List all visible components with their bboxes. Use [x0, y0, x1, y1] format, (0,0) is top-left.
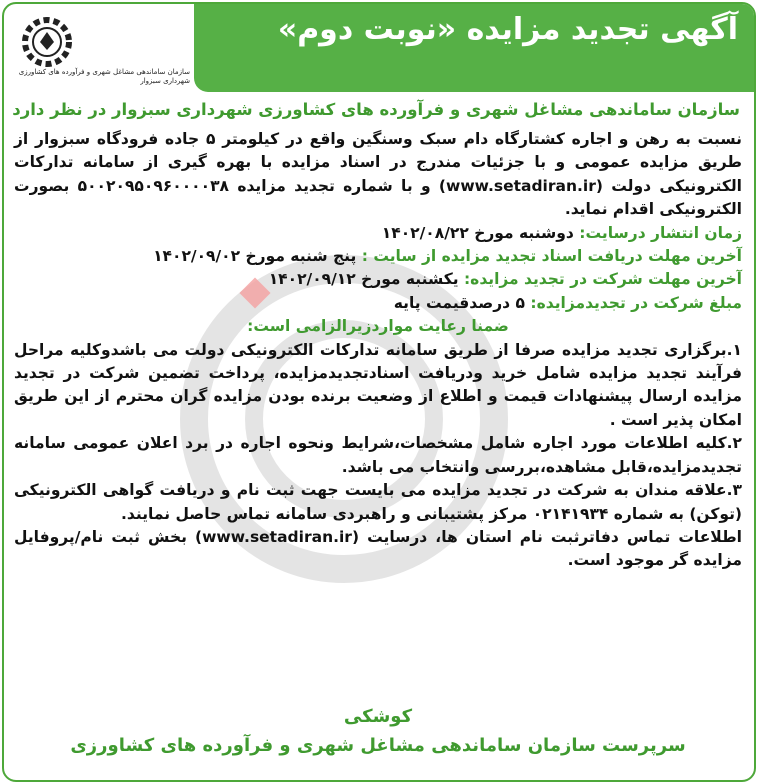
detail-label: مبلغ شرکت در تجدیدمزایده: — [530, 293, 742, 312]
signer-title: سرپرست سازمان ساماندهی مشاغل شهری و فرآورده های کشاورزی — [70, 735, 686, 756]
detail-row — [14, 245, 742, 268]
detail-label: زمان انتشار درسایت: — [579, 223, 742, 242]
signer-name: کوشکی — [343, 706, 413, 727]
note-item: ۱.برگزاری تجدید مزایده صرفا از طریق سامانه تدارکات الکترونیکی دولت می باشدوکلیه مراحل فرآیند تجدید مزایده شامل خرید ودریافت اسنادتجدیدمزایده، پرداخت تضمین شرکت در تجدید مزایده ارسال پیشنهادات قیمت و اطلاع از وضعیت برنده بودن مزایده گران محترم از این طریق امکان پذیر است . — [14, 340, 742, 429]
subtitle: سازمان ساماندهی مشاغل شهری و فرآورده های کشاورزی شهرداری سبزوار در نظر دارد — [12, 100, 740, 119]
signature-block — [14, 706, 742, 756]
detail-row — [14, 292, 742, 315]
header — [4, 4, 754, 92]
detail-row — [14, 222, 742, 245]
note-item: ۳.علاقه مندان به شرکت در تجدید مزایده می بایست جهت ثبت نام و دریافت گواهی الکترونیکی (توکن) به شماره ۰۲۱۴۱۹۳۴ مرکز پشتیبانی و راهبردی سامانه تماس حاصل نمایند. — [14, 481, 742, 523]
notes-heading: ضمنا رعایت مواردزیرالزامی است: — [247, 317, 509, 336]
note-item: ۲.کلیه اطلاعات مورد اجاره شامل مشخصات،شرایط ونحوه اجاره در برد اعلان عمومی سامانه تجدیدمزایده،قابل مشاهده،بررسی وانتخاب می باشد. — [14, 434, 742, 476]
note-item: اطلاعات تماس دفاترثبت نام استان ها، درسایت (www.setadiran.ir) بخش ثبت نام/پروفایل مزایده گر موجود است. — [14, 527, 742, 570]
detail-label: آخرین مهلت شرکت در تجدید مزایده: — [463, 270, 742, 289]
ad-body — [14, 128, 742, 573]
detail-label: آخرین مهلت دریافت اسناد تجدید مزایده از سایت : — [361, 247, 742, 266]
detail-value: ۵ درصدقیمت پایه — [393, 293, 531, 312]
detail-value: پنج شنبه مورخ ۱۴۰۲/۰۹/۰۲ — [153, 247, 362, 266]
title-banner — [194, 4, 754, 92]
logo-caption: سازمان ساماندهی مشاغل شهری و فرآورده های کشاورزی شهرداری سبزوار — [18, 68, 190, 85]
organization-logo — [12, 10, 192, 88]
advertisement-frame — [2, 2, 756, 782]
detail-row — [14, 268, 742, 291]
detail-value: دوشنبه مورخ ۱۴۰۲/۰۸/۲۲ — [381, 223, 580, 242]
intro-paragraph: نسبت به رهن و اجاره کشتارگاه دام سبک وسنگین واقع در کیلومتر ۵ جاده فرودگاه سبزوار از طریق مزایده عمومی و با جزئیات مندرج در اسناد مزایده با بهره گیری از سامانه تدارکات الکترونیکی دولت (www.setadiran.ir) و با شماره تجدید مزایده ۵۰۰۲۰۹۵۰۹۶۰۰۰۰۳۸ بصورت الکترونیکی اقدام نماید. — [14, 130, 742, 219]
page-title: آگهی تجدید مزایده «نوبت دوم» — [277, 12, 738, 47]
detail-value: یکشنبه مورخ ۱۴۰۲/۰۹/۱۲ — [268, 270, 464, 289]
